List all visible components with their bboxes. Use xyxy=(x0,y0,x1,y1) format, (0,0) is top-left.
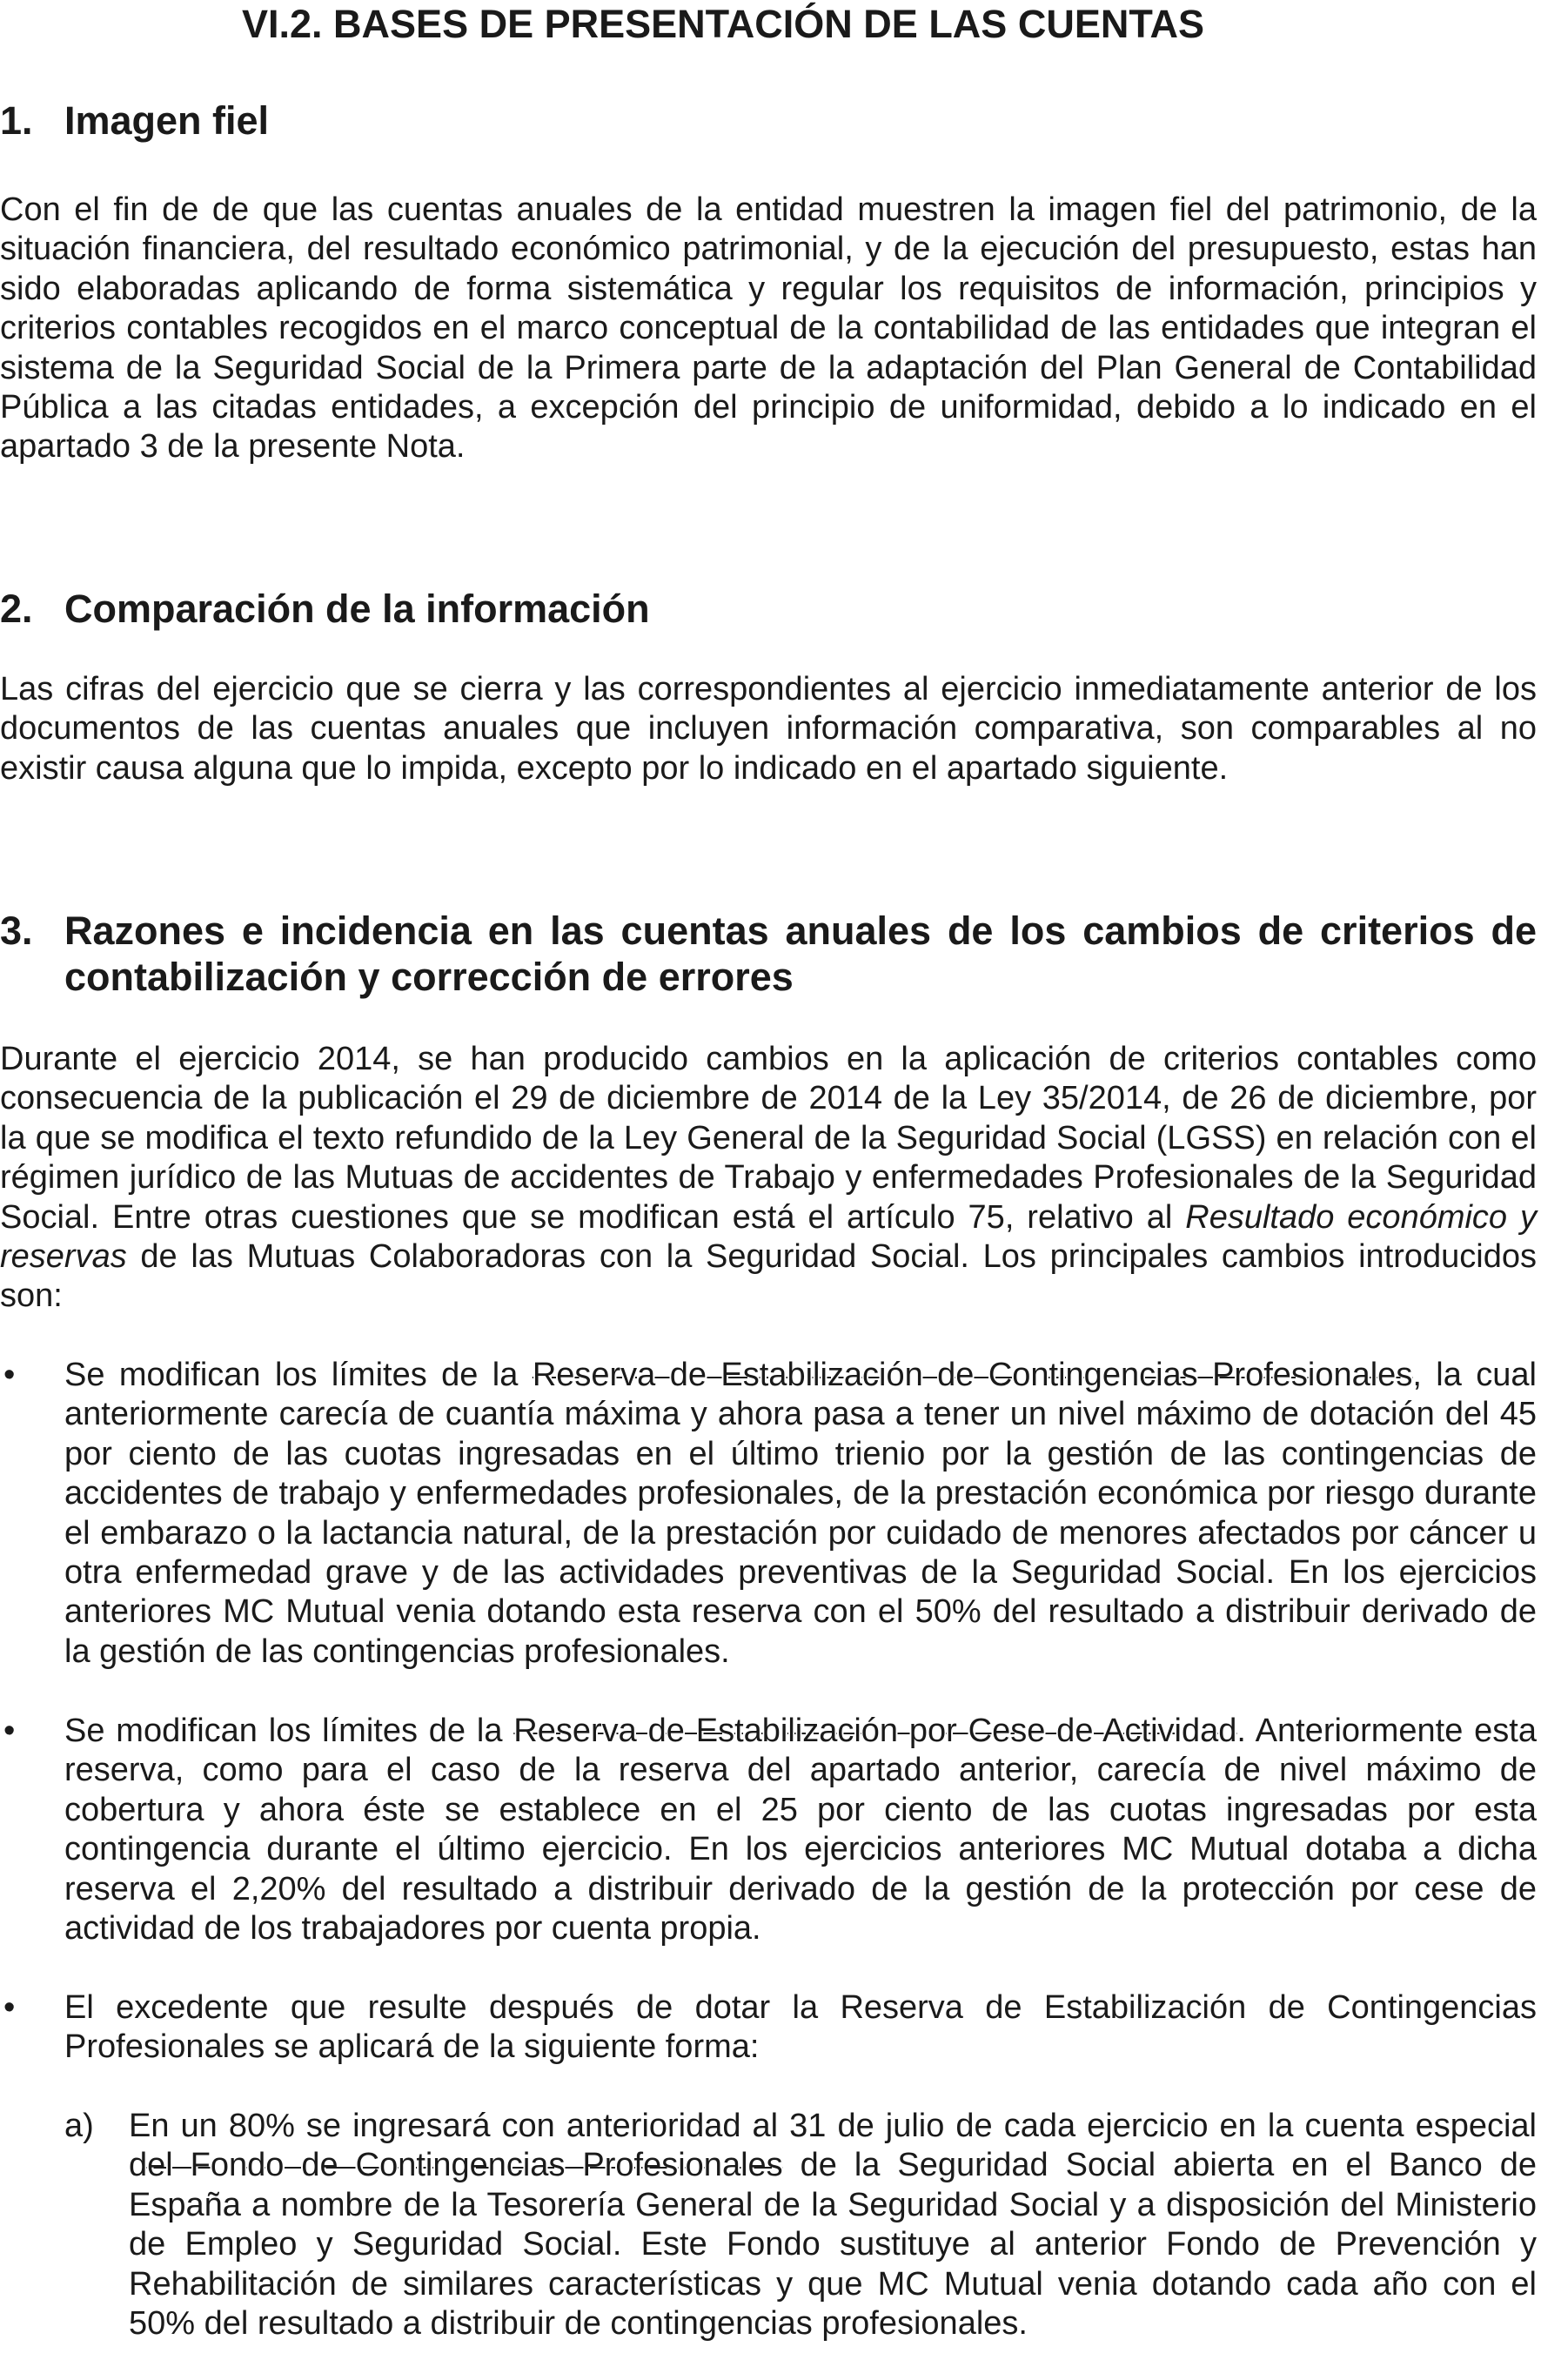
list-item xyxy=(0,1712,1537,1948)
list-item xyxy=(0,1356,1537,1672)
text-run: de la Seguridad Social abierta en el Banco de España a nombre de la Tesorería General de la Seguridad Social y a disposición del Ministerio de Empleo y Seguridad Social. Este Fondo sustituye al anterior Fondo de Prevención y Rehabilitación de similares características y que MC Mutual venia dotando cada año con el 50% del resultado a distribuir de contingencias profesionales. xyxy=(129,2147,1537,2343)
text-run: En un 80% se ingresará con anterioridad al 31 de julio de cada ejercicio en la cuenta especial xyxy=(129,2108,1537,2144)
list-item xyxy=(0,1988,1537,2068)
text-run: Se modifican los límites de la xyxy=(64,1357,533,1393)
section-title: Imagen fiel xyxy=(64,98,270,143)
section-paragraph: Las cifras del ejercicio que se cierra y las correspondientes al ejercicio inmediatamente anterior de los documentos de las cuentas anuales que incluyen información comparativa, son comparables al no existir causa alguna que lo impida, excepto por lo indicado en el apartado siguiente. xyxy=(0,671,1537,787)
paragraph-text: Durante el ejercicio 2014, se han producido cambios en la aplicación de criterios contables como consecuencia de la publicación el 29 de diciembre de 2014 de la Ley 35/2014, de 26 de diciembre, por la que se modifica el texto refundido de la Ley General de la Seguridad Social (LGSS) en relación con el régimen jurídico de las Mutuas de accidentes de Trabajo y enfermedades Profesionales de la Seguridad Social. Entre otras cuestiones que se modifican está el artículo 75, relativo al xyxy=(0,1041,1537,1236)
bullet-marker: • xyxy=(3,1357,16,1393)
text-run: Se modifican los límites de la xyxy=(64,1713,514,1749)
paragraph-text: de las Mutuas Colaboradoras con la Seguridad Social. Los principales cambios introducidos son: xyxy=(0,1238,1537,1315)
section-paragraph: Con el fin de de que las cuentas anuales de la entidad muestren la imagen fiel del patrimonio, de la situación financiera, del resultado económico patrimonial, y de la ejecución del presupuesto, estas han sido elaboradas aplicando de forma sistemática y regular los requisitos de información, principios y criterios contables recogidos en el marco conceptual de la contabilidad de las entidades que integran el sistema de la Seguridad Social de la Primera parte de la adaptación del Plan General de Contabilidad Pública a las citadas entidades, a excepción del principio de uniformidad, debido a lo indicado en el apartado 3 de la presente Nota. xyxy=(0,191,1537,466)
text-run: . Anteriormente esta reserva, como para el caso de la reserva del apartado anterior, carecía de nivel máximo de cobertura y ahora éste se establece en el 25 por ciento de las cuotas ingresadas por esta contingencia durante el último ejercicio. En los ejercicios anteriores MC Mutual dotaba a dicha reserva el 2,20% del resultado a distribuir derivado de la gestión de la protección por cese de actividad de los trabajadores por cuenta propia. xyxy=(64,1713,1537,1948)
section-title: Comparación de la información xyxy=(64,587,650,631)
underlined-term: Reserva de Estabilización por Cese de Actividad xyxy=(513,1713,1237,1749)
section-title: Razones e incidencia en las cuentas anuales de los cambios de criterios de contabilización y corrección de errores xyxy=(64,908,1537,999)
section-number: 1. xyxy=(0,98,33,143)
section-heading-comparacion xyxy=(0,586,1537,632)
bullet-marker: • xyxy=(3,1989,16,2026)
section-paragraph xyxy=(0,1040,1537,1317)
sub-item-text xyxy=(129,2107,1537,2343)
section-heading-razones xyxy=(0,908,1537,1000)
page-title: VI.2. BASES DE PRESENTACIÓN DE LAS CUENTAS xyxy=(242,2,1204,46)
section-number: 3. xyxy=(0,908,33,953)
bullet-marker: • xyxy=(3,1713,16,1749)
list-item-text xyxy=(64,1712,1537,1948)
underlined-term: Reserva de Estabilización de Contingencias Profesionales xyxy=(532,1357,1413,1393)
underlined-term: del Fondo de Contingencias Profesionales xyxy=(129,2147,783,2184)
section-number: 2. xyxy=(0,587,33,631)
section-heading-imagen-fiel xyxy=(0,97,1537,144)
list-item-text: El excedente que resulte después de dotar la Reserva de Estabilización de Contingencias Profesionales se aplicará de la siguiente forma: xyxy=(64,1989,1537,2066)
paragraph-italic-text: Resultado económico y reservas xyxy=(0,1198,1537,1276)
list-item-text xyxy=(64,1356,1537,1672)
sub-item-marker: a) xyxy=(64,2108,94,2144)
text-run: , la cual anteriormente carecía de cuantía máxima y ahora pasa a tener un nivel máximo de dotación del 45 por ciento de las cuotas ingresadas en el último trienio por la gestión de las contingencias de accidentes de trabajo y enfermedades profesionales, de la prestación económica por riesgo durante el embarazo o la lactancia natural, de la prestación por cuidado de menores afectados por cáncer u otra enfermedad grave y de las actividades preventivas de la Seguridad Social. En los ejercicios anteriores MC Mutual venia dotando esta reserva con el 50% del resultado a distribuir derivado de la gestión de las contingencias profesionales. xyxy=(64,1357,1537,1670)
sub-list-item xyxy=(0,2107,1537,2343)
